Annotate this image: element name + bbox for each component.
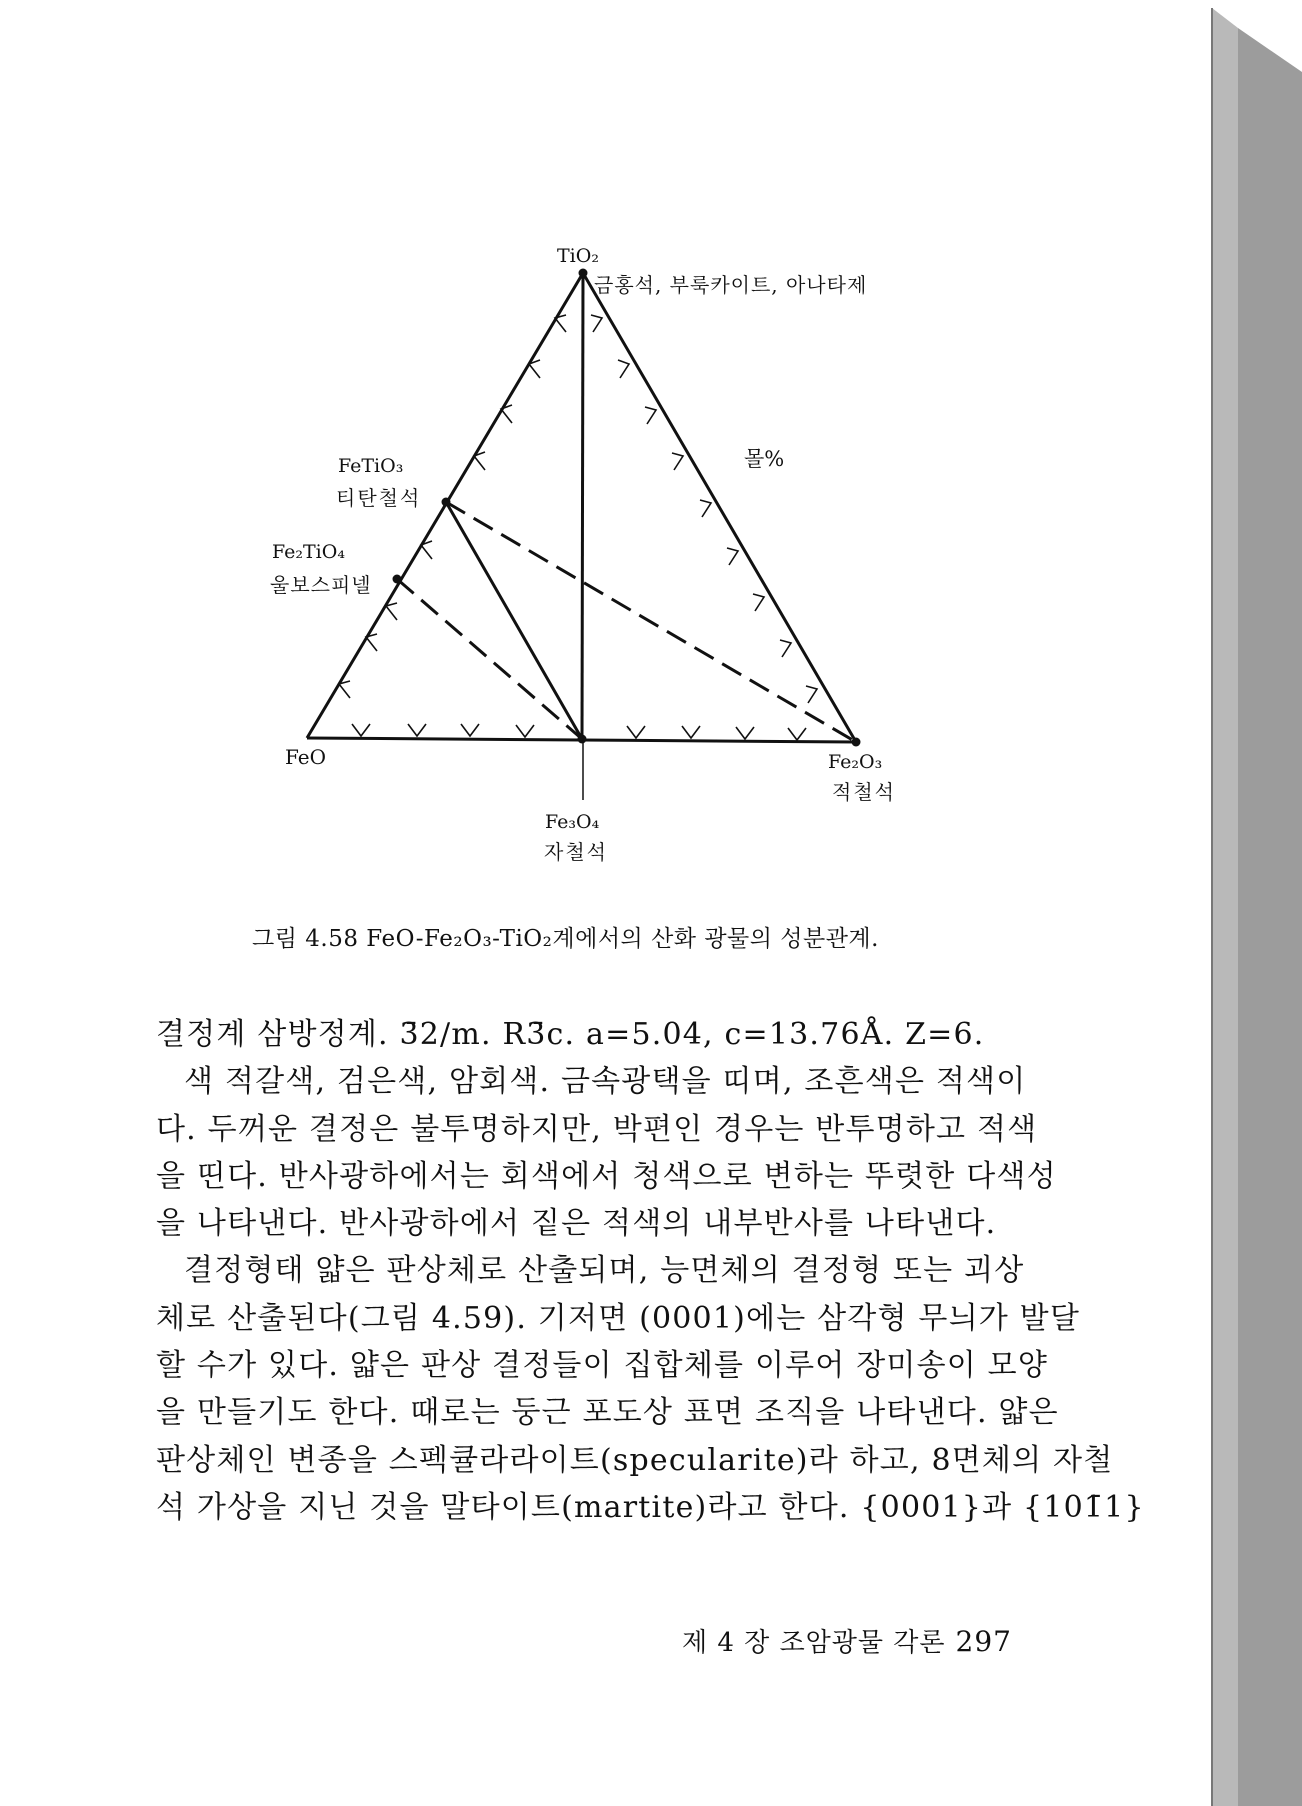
fe2tio4-formula-label: Fe₂TiO₄ bbox=[272, 541, 345, 563]
fe2o3-name-label: 적철석 bbox=[832, 780, 896, 804]
paragraph-line: 판상체인 변종을 스펙큘라라이트(specularite)라 하고, 8면체의 자철 bbox=[156, 1442, 1114, 1478]
triangle-right-edge bbox=[583, 273, 856, 742]
paragraph-line: 다. 두꺼운 결정은 불투명하지만, 박편인 경우는 반투명하고 적색 bbox=[156, 1111, 1038, 1147]
fe2tio4-point bbox=[393, 575, 402, 584]
page-footer bbox=[682, 1622, 1012, 1659]
figure-caption: 그림 4.58 FeO-Fe₂O₃-TiO₂계에서의 산화 광물의 성분관계. bbox=[252, 926, 879, 952]
chapter-title: 제 4 장 조암광물 각론 bbox=[682, 1628, 946, 1658]
fetio3-formula-label: FeTiO₃ bbox=[338, 455, 404, 477]
right-edge-ticks bbox=[591, 315, 817, 703]
fe3o4-point bbox=[578, 735, 587, 744]
fetio3-name-label: 티탄철석 bbox=[336, 486, 422, 510]
page-number: 297 bbox=[955, 1625, 1012, 1658]
fetio3-point bbox=[442, 498, 451, 507]
paragraph-line: 을 만들기도 한다. 때로는 둥근 포도상 표면 조직을 나타낸다. 얇은 bbox=[156, 1395, 1059, 1431]
fe3o4-formula-label: Fe₃O₄ bbox=[545, 811, 600, 833]
paragraph-line: 결정형태 얇은 판상체로 산출되며, 능면체의 결정형 또는 괴상 bbox=[184, 1253, 1025, 1289]
tio2-label: TiO₂ bbox=[557, 245, 599, 267]
fetio3-fe2o3-dashed bbox=[446, 502, 856, 742]
fe2o3-point bbox=[852, 738, 861, 747]
tio2-minerals-label: 금홍석, 부룩카이트, 아나타제 bbox=[594, 273, 868, 297]
paragraph-line: 색 적갈색, 검은색, 암회색. 금속광택을 띠며, 조흔색은 적색이 bbox=[184, 1064, 1027, 1100]
tio2-point bbox=[579, 269, 588, 278]
fe2tio4-name-label: 울보스피넬 bbox=[270, 573, 372, 597]
feo-label: FeO bbox=[285, 745, 327, 769]
paragraph-line: 결정계 삼방정계. 3̄2/m. R3̄c. a=5.04, c=13.76Å. Z=6. bbox=[156, 1017, 985, 1052]
paragraph-line: 할 수가 있다. 얇은 판상 결정들이 집합체를 이루어 장미송이 모양 bbox=[156, 1348, 1049, 1384]
fe3o4-name-label: 자철석 bbox=[544, 840, 608, 864]
ternary-diagram bbox=[0, 0, 1302, 900]
mol-percent-label: 몰% bbox=[744, 447, 785, 471]
paragraph-line: 석 가상을 지닌 것을 말타이트(martite)라고 한다. {0001}과 {101̄1} bbox=[156, 1489, 1145, 1525]
body-text bbox=[156, 1011, 1145, 1531]
paragraph-line: 을 나타낸다. 반사광하에서 짙은 적색의 내부반사를 나타낸다. bbox=[156, 1206, 997, 1242]
tio2-fe3o4-tieline bbox=[582, 273, 583, 739]
fe2tio4-fe3o4-dashed bbox=[397, 579, 582, 739]
fe2o3-formula-label: Fe₂O₃ bbox=[828, 751, 883, 773]
paragraph-line: 을 띤다. 반사광하에서는 회색에서 청색으로 변하는 뚜렷한 다색성 bbox=[156, 1158, 1057, 1194]
fetio3-fe3o4-tieline bbox=[446, 502, 582, 739]
paragraph-line: 체로 산출된다(그림 4.59). 기저면 (0001)에는 삼각형 무늬가 발달 bbox=[156, 1300, 1081, 1336]
